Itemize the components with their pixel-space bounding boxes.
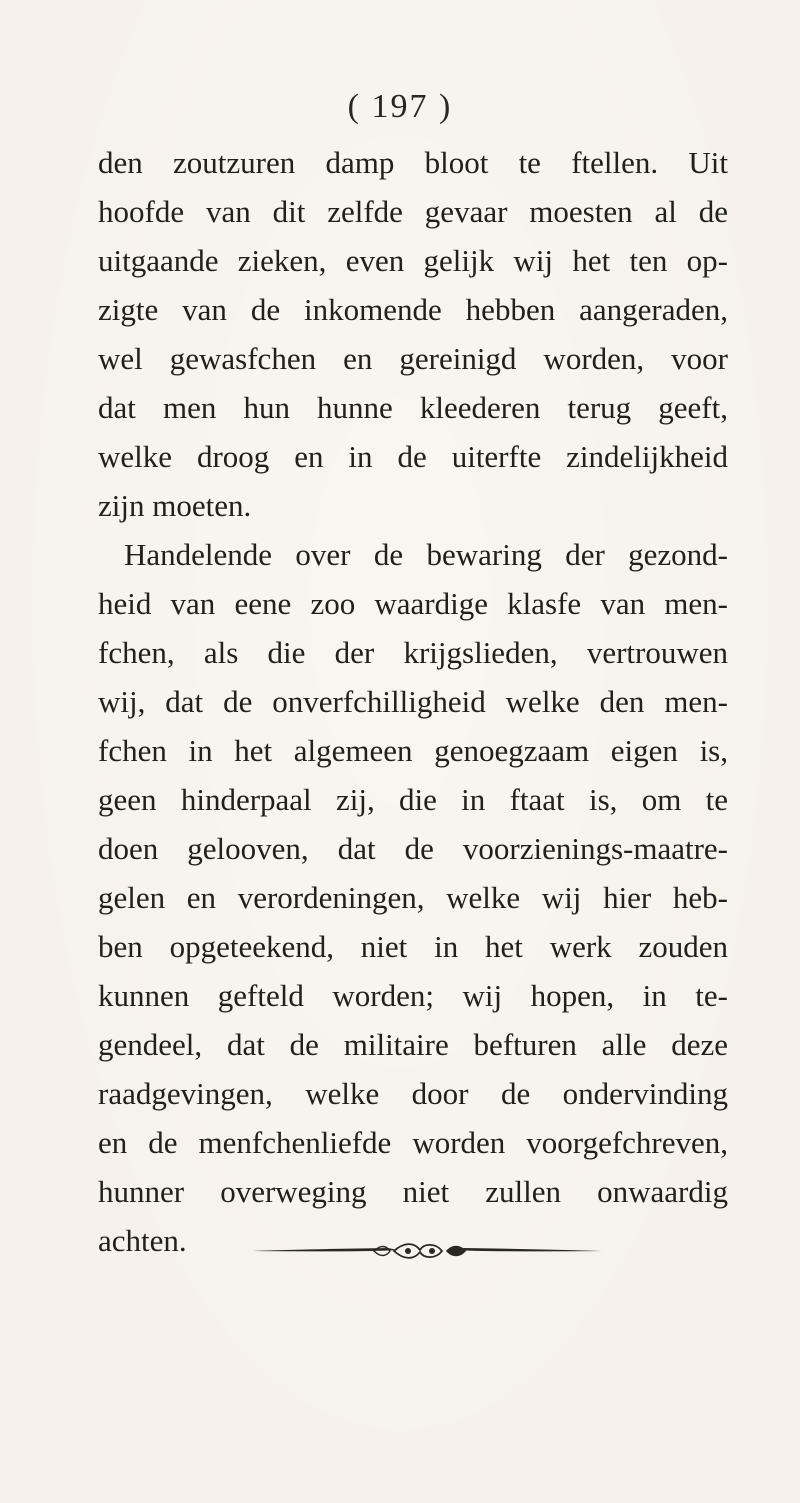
text-line: raadgevingen, welke door de ondervinding — [98, 1076, 728, 1111]
text-line: den zoutzuren damp bloot te ftellen. Uit — [98, 145, 728, 180]
text-line: fchen in het algemeen genoegzaam eigen is, — [98, 733, 728, 768]
paragraph-start-line: Handelende over de bewaring der gezond- — [124, 537, 728, 572]
paragraph-end-line: achten. — [98, 1223, 187, 1258]
text-line: welke droog en in de uiterfte zindelijkheid — [98, 439, 728, 474]
text-line: geen hinderpaal zij, die in ftaat is, om te — [98, 782, 728, 817]
text-line: zigte van de inkomende hebben aangeraden, — [98, 292, 728, 327]
text-line: dat men hun hunne kleederen terug geeft, — [98, 390, 728, 425]
text-line: hunner overweging niet zullen onwaardig — [98, 1174, 728, 1209]
text-line: wij, dat de onverfchilligheid welke den men- — [98, 684, 728, 719]
text-line: heid van eene zoo waardige klasfe van men- — [98, 586, 728, 621]
text-line: ben opgeteekend, niet in het werk zouden — [98, 929, 728, 964]
text-line: uitgaande zieken, even gelijk wij het ten op- — [98, 243, 728, 278]
text-line: fchen, als die der krijgslieden, vertrouwen — [98, 635, 728, 670]
page-number: ( 197 ) — [347, 88, 453, 125]
text-line: hoofde van dit zelfde gevaar moesten al de — [98, 194, 728, 229]
text-line: en de menfchenliefde worden voorgefchreven, — [98, 1125, 728, 1160]
decorative-divider-icon — [248, 1240, 604, 1262]
text-line: kunnen gefteld worden; wij hopen, in te- — [98, 978, 728, 1013]
text-line: doen gelooven, dat de voorzienings-maatre- — [98, 831, 728, 866]
paragraph-end-line: zijn moeten. — [98, 488, 252, 523]
text-line: gelen en verordeningen, welke wij hier heb- — [98, 880, 728, 915]
text-line: wel gewasfchen en gereinigd worden, voor — [98, 341, 728, 376]
text-line: gendeel, dat de militaire befturen alle deze — [98, 1027, 728, 1062]
